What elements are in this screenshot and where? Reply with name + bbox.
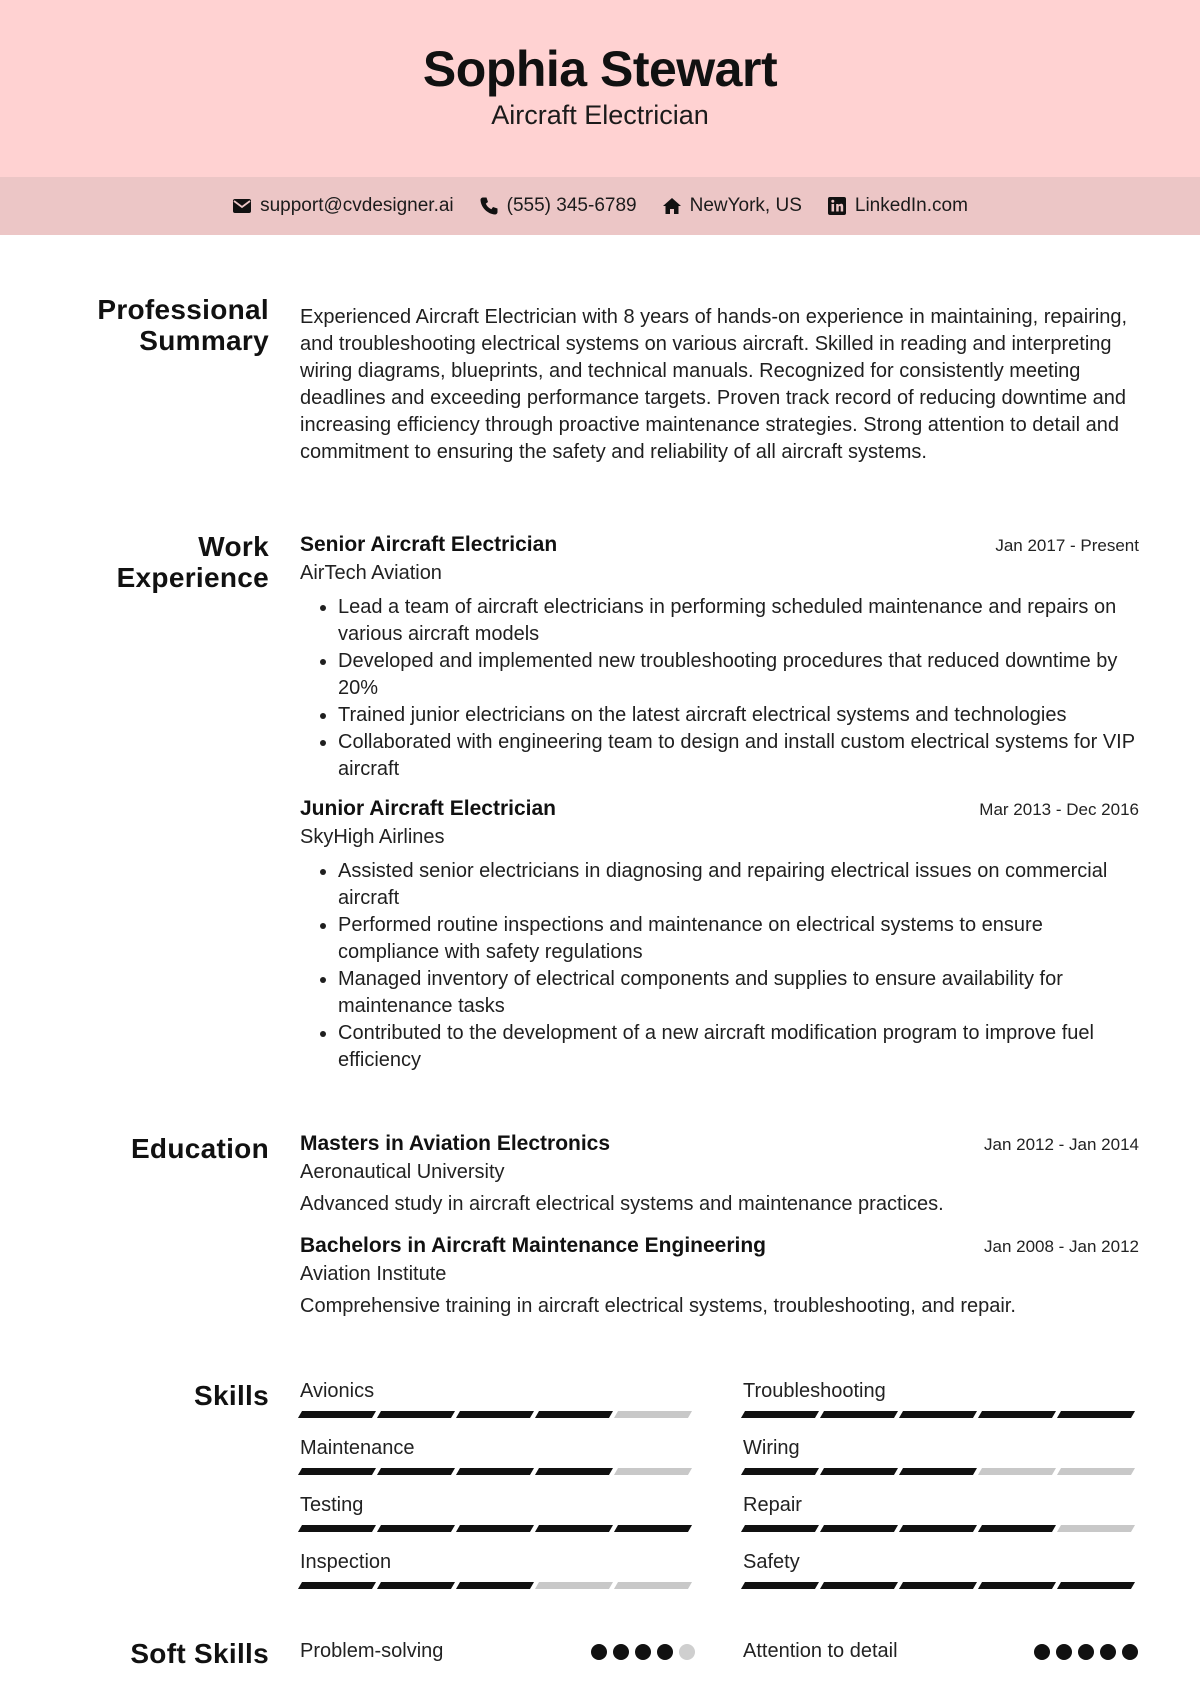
- skill-level-segment: [820, 1411, 898, 1418]
- job-entry: [300, 533, 1139, 783]
- job-bullet: • Developed and implemented new troubleshooting procedures that reduced downtime by 20%: [338, 648, 1139, 702]
- skill-level-segment: [377, 1468, 455, 1475]
- soft-skill-rating: [591, 1644, 695, 1660]
- skill-item: [743, 1380, 1138, 1437]
- rating-dot: [1034, 1644, 1050, 1660]
- skill-item: [743, 1437, 1138, 1494]
- skill-name: Inspection: [300, 1551, 392, 1573]
- skill-level-segment: [1057, 1582, 1135, 1589]
- skill-level-segment: [741, 1582, 819, 1589]
- skill-level-segment: [741, 1468, 819, 1475]
- rating-dot: [613, 1644, 629, 1660]
- soft-skill-rating: [1034, 1644, 1138, 1660]
- skill-level-segment: [741, 1411, 819, 1418]
- job-company: SkyHigh Airlines: [300, 826, 445, 848]
- skill-level-segment: [614, 1468, 692, 1475]
- skill-level-bar: [300, 1582, 695, 1589]
- education-date: Jan 2012 - Jan 2014: [983, 1135, 1139, 1154]
- skill-level-segment: [535, 1525, 613, 1532]
- skill-level-segment: [820, 1582, 898, 1589]
- job-date: Mar 2013 - Dec 2016: [979, 800, 1139, 819]
- job-bullet: • Managed inventory of electrical components and supplies to ensure availability for maintenance tasks: [338, 966, 1139, 1020]
- soft-skill-item: [743, 1640, 1138, 1663]
- rating-dot: [1078, 1644, 1094, 1660]
- skill-level-segment: [820, 1525, 898, 1532]
- skill-level-bar: [743, 1582, 1138, 1589]
- skill-level-segment: [377, 1411, 455, 1418]
- education-description: Comprehensive training in aircraft electrical systems, troubleshooting, and repair.: [300, 1295, 1016, 1317]
- skill-level-segment: [820, 1468, 898, 1475]
- job-entry: [300, 797, 1139, 1074]
- skill-level-segment: [456, 1525, 534, 1532]
- education-entry: [300, 1234, 1139, 1318]
- soft-skill-name: Problem-solving: [300, 1640, 444, 1662]
- skill-level-segment: [899, 1411, 977, 1418]
- skill-level-segment: [1057, 1525, 1135, 1532]
- rating-dot: [1122, 1644, 1138, 1660]
- skill-name: Repair: [743, 1494, 802, 1516]
- skill-item: [743, 1494, 1138, 1551]
- skill-level-segment: [1057, 1468, 1135, 1475]
- skill-level-segment: [1057, 1411, 1135, 1418]
- contact-phone-text: (555) 345-6789: [506, 195, 637, 216]
- job-title: Junior Aircraft Electrician: [300, 797, 556, 820]
- job-title: Senior Aircraft Electrician: [300, 533, 558, 556]
- skill-level-bar: [300, 1411, 695, 1418]
- skill-item: [300, 1494, 695, 1551]
- soft-skill-item: [300, 1640, 695, 1663]
- skills-grid: [300, 1380, 1139, 1608]
- skill-level-bar: [743, 1468, 1138, 1475]
- skill-level-segment: [899, 1468, 977, 1475]
- skill-item: [743, 1551, 1138, 1608]
- skill-level-segment: [298, 1525, 376, 1532]
- contact-email-text: support@cvdesigner.ai: [260, 195, 454, 216]
- skill-level-segment: [978, 1468, 1056, 1475]
- skill-level-bar: [300, 1525, 695, 1532]
- skill-level-segment: [298, 1411, 376, 1418]
- skill-level-segment: [298, 1582, 376, 1589]
- skill-item: [300, 1437, 695, 1494]
- contact-phone[interactable]: [479, 195, 637, 217]
- rating-dot: [679, 1644, 695, 1660]
- skill-name: Wiring: [743, 1437, 800, 1459]
- work-list: [300, 533, 1139, 1074]
- skill-level-segment: [978, 1525, 1056, 1532]
- contact-email[interactable]: [232, 195, 454, 217]
- school-name: Aviation Institute: [300, 1263, 447, 1285]
- soft-skills-heading: Soft Skills: [130, 1638, 269, 1669]
- soft-skill-name: Attention to detail: [743, 1640, 898, 1662]
- school-name: Aeronautical University: [300, 1161, 505, 1183]
- candidate-title: Aircraft Electrician: [491, 100, 709, 130]
- skill-level-segment: [456, 1582, 534, 1589]
- job-date: Jan 2017 - Present: [995, 536, 1139, 555]
- work-heading-line2: Experience: [116, 562, 269, 593]
- summary-heading: [97, 294, 269, 356]
- rating-dot: [1056, 1644, 1072, 1660]
- skill-level-segment: [978, 1411, 1056, 1418]
- job-bullet: • Trained junior electricians on the latest aircraft electrical systems and technologies: [338, 702, 1139, 729]
- summary-heading-line2: Summary: [139, 325, 269, 356]
- rating-dot: [1100, 1644, 1116, 1660]
- candidate-name: Sophia Stewart: [422, 41, 778, 97]
- home-icon: [662, 196, 682, 216]
- skill-level-segment: [298, 1468, 376, 1475]
- job-bullet: • Assisted senior electricians in diagnosing and repairing electrical issues on commercial aircraft: [338, 858, 1139, 912]
- job-bullet: • Lead a team of aircraft electricians in performing scheduled maintenance and repairs on various aircraft models: [338, 594, 1139, 648]
- skill-level-segment: [535, 1582, 613, 1589]
- job-company: AirTech Aviation: [300, 562, 442, 584]
- work-heading-line1: Work: [198, 531, 269, 562]
- skills-heading: Skills: [194, 1380, 269, 1411]
- skill-level-segment: [741, 1525, 819, 1532]
- skill-item: [300, 1380, 695, 1437]
- education-description: Advanced study in aircraft electrical systems and maintenance practices.: [300, 1193, 944, 1215]
- skill-name: Avionics: [300, 1380, 375, 1402]
- phone-icon: [479, 196, 499, 216]
- envelope-icon: [232, 196, 252, 216]
- skill-level-segment: [614, 1582, 692, 1589]
- education-list: [300, 1132, 1139, 1318]
- education-date: Jan 2008 - Jan 2012: [983, 1237, 1139, 1256]
- contact-linkedin[interactable]: [827, 195, 968, 217]
- degree-title: Masters in Aviation Electronics: [300, 1132, 611, 1155]
- education-heading: Education: [130, 1133, 269, 1164]
- skill-level-segment: [899, 1525, 977, 1532]
- skill-level-segment: [614, 1525, 692, 1532]
- rating-dot: [657, 1644, 673, 1660]
- skill-level-segment: [377, 1582, 455, 1589]
- rating-dot: [635, 1644, 651, 1660]
- job-bullet: • Performed routine inspections and maintenance on electrical systems to ensure compliance with safety regulations: [338, 912, 1139, 966]
- rating-dot: [591, 1644, 607, 1660]
- degree-title: Bachelors in Aircraft Maintenance Engineering: [300, 1234, 766, 1257]
- soft-skills-grid: [300, 1640, 1139, 1663]
- skill-level-bar: [300, 1468, 695, 1475]
- education-entry: [300, 1132, 1139, 1216]
- job-bullets: [300, 858, 1139, 1074]
- contact-linkedin-text: LinkedIn.com: [854, 195, 968, 216]
- skill-name: Testing: [300, 1494, 364, 1516]
- linkedin-icon: [827, 196, 847, 216]
- skill-level-segment: [535, 1411, 613, 1418]
- skill-level-segment: [535, 1468, 613, 1475]
- skill-level-bar: [743, 1525, 1138, 1532]
- skill-name: Maintenance: [300, 1437, 415, 1459]
- skill-name: Safety: [743, 1551, 800, 1573]
- skill-level-segment: [456, 1411, 534, 1418]
- job-bullets: [300, 594, 1139, 783]
- skill-level-segment: [614, 1411, 692, 1418]
- summary-text: Experienced Aircraft Electrician with 8 years of hands-on experience in maintaining, repairing, and troubleshooting electrical systems on various aircraft. Skilled in reading and interpreting wiring diagrams, blueprints, and technical manuals. Recognized for consistently meeting deadlines and exceeding performance targets. Proven track record of reducing downtime and increasing efficiency through proactive maintenance strategies. Strong attention to detail and commitment to ensuring the safety and reliability of all aircraft systems.: [300, 306, 1128, 463]
- contact-location: [662, 195, 802, 217]
- summary-heading-line1: Professional: [97, 294, 269, 325]
- job-bullet: • Contributed to the development of a new aircraft modification program to improve fuel efficiency: [338, 1020, 1139, 1074]
- contact-location-text: NewYork, US: [689, 195, 802, 216]
- job-bullet: • Collaborated with engineering team to design and install custom electrical systems for VIP aircraft: [338, 729, 1139, 783]
- resume-header: [0, 0, 1200, 177]
- skill-level-segment: [978, 1582, 1056, 1589]
- skill-item: [300, 1551, 695, 1608]
- contact-bar: [0, 177, 1200, 235]
- skill-level-bar: [743, 1411, 1138, 1418]
- work-heading: [117, 531, 269, 593]
- skill-level-segment: [456, 1468, 534, 1475]
- skill-level-segment: [377, 1525, 455, 1532]
- skill-name: Troubleshooting: [743, 1380, 886, 1402]
- skill-level-segment: [899, 1582, 977, 1589]
